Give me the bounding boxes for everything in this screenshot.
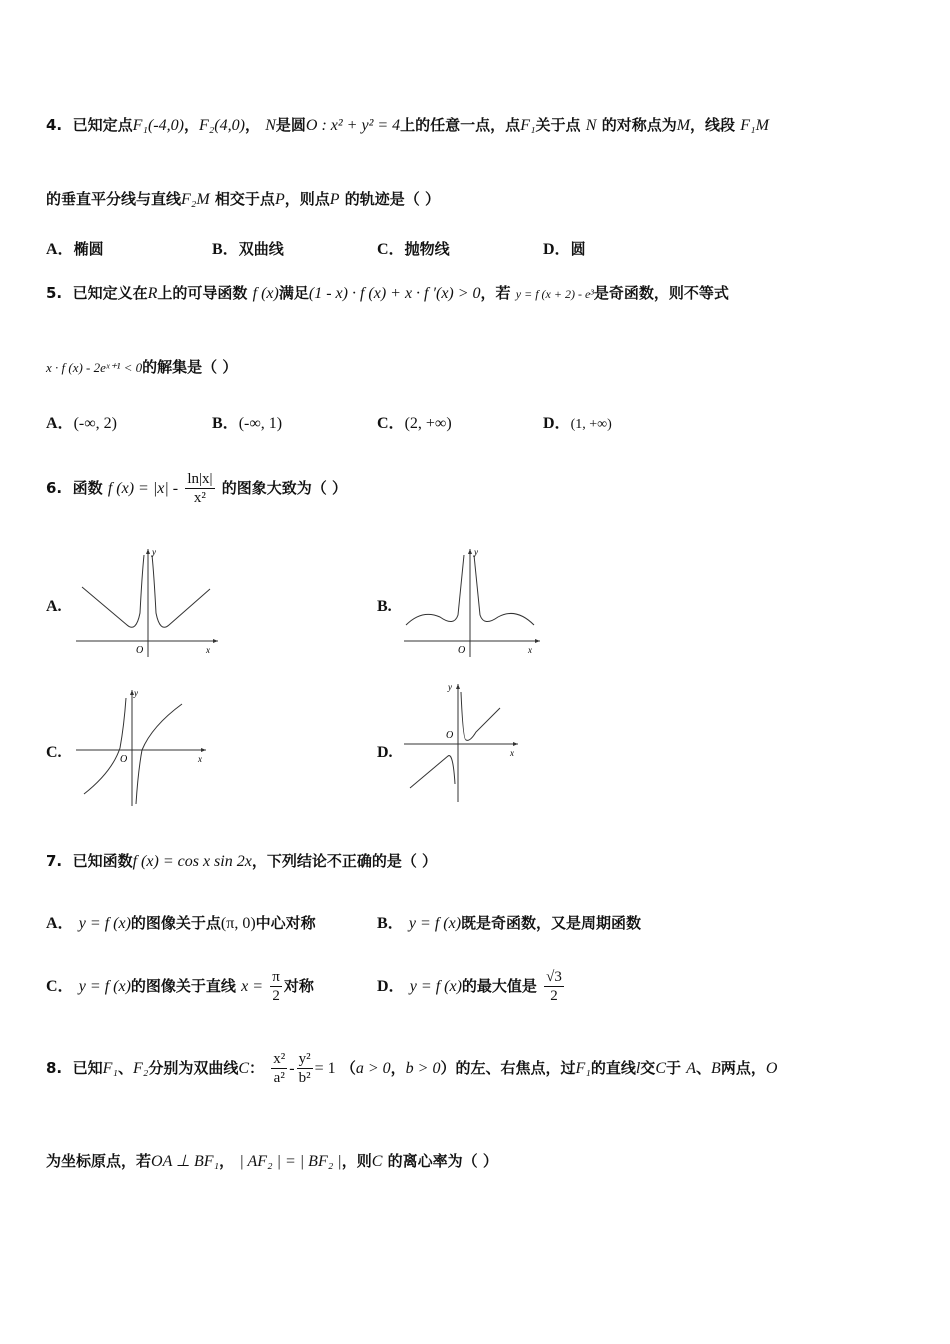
- q5-line2: [46, 356, 237, 377]
- q7-option-c[interactable]: [46, 968, 314, 1005]
- q4-option-b[interactable]: [212, 236, 284, 259]
- origin-label: O: [446, 730, 454, 741]
- math-condition: a > 0: [355, 1060, 391, 1077]
- graph-a-label: A.: [46, 598, 62, 615]
- math-F1: F₁(-4,0): [132, 117, 184, 134]
- q7-line1: [46, 850, 437, 871]
- math-C: C: [371, 1153, 383, 1170]
- option-math: (2, +∞): [404, 415, 452, 432]
- q5-option-d[interactable]: [543, 410, 612, 433]
- option-math: y = f (x): [78, 915, 131, 932]
- y-axis-arrow: [468, 549, 472, 554]
- q5-option-b[interactable]: [212, 410, 282, 433]
- y-axis-label: y: [134, 688, 138, 698]
- q5-text: 满足: [278, 284, 309, 302]
- q4-text: 的轨迹是（ ）: [344, 190, 440, 208]
- q4-option-d[interactable]: [543, 236, 586, 259]
- math-N: N: [265, 117, 276, 134]
- option-math: y = f (x): [408, 915, 462, 932]
- x-axis-label: x: [206, 645, 210, 655]
- math-fx: f (x) = |x| -: [107, 480, 179, 497]
- q5-number: 5.: [46, 284, 63, 302]
- option-text: 圆: [570, 240, 586, 258]
- q6-text: 函数: [72, 479, 103, 497]
- math-B: B: [711, 1060, 721, 1077]
- option-text: 的最大值是: [461, 977, 537, 995]
- math-fx: f (x): [252, 285, 279, 302]
- math-fraction: [185, 470, 214, 507]
- option-label: C．: [46, 978, 74, 995]
- math-abs: | AF₂ | = | BF₂ |: [239, 1153, 342, 1170]
- sep: ，: [219, 1152, 235, 1170]
- math-R: R: [147, 285, 158, 302]
- option-label: B．: [212, 241, 239, 258]
- q4-text: 相交于点: [214, 190, 275, 208]
- option-text: 对称: [283, 977, 314, 995]
- q8-text: 已知: [72, 1059, 103, 1077]
- x-axis-label: x: [198, 754, 202, 764]
- option-label: C．: [377, 415, 405, 432]
- y-axis-arrow: [456, 684, 460, 689]
- x-axis-arrow: [213, 639, 218, 643]
- math-A: A: [686, 1060, 697, 1077]
- option-text: 双曲线: [238, 240, 284, 258]
- q8-text: 两点，: [720, 1059, 766, 1077]
- option-text: 的图像关于直线: [130, 977, 236, 995]
- q4-text: 已知定点: [72, 116, 133, 134]
- x-axis-arrow: [535, 639, 540, 643]
- math-C: C: [238, 1060, 249, 1077]
- math-N: N: [585, 117, 597, 134]
- x-axis-arrow: [201, 748, 206, 752]
- q6-text: 的图象大致为（ ）: [221, 479, 347, 497]
- option-text: 既是奇函数，又是周期函数: [461, 914, 642, 932]
- fraction-numerator: π: [272, 969, 280, 985]
- option-text: 椭圆: [73, 240, 104, 258]
- math-F2M: F₂M: [181, 191, 210, 208]
- q4-line1: [46, 114, 769, 135]
- math-odd-function: y = f (x + 2) - e³: [515, 287, 594, 301]
- origin-label: O: [120, 754, 128, 765]
- sep: ，: [390, 1059, 406, 1077]
- y-axis-label: y: [474, 547, 478, 557]
- option-math: (-∞, 1): [238, 415, 283, 432]
- math-F1: F₁: [520, 117, 536, 134]
- option-text: 的图像关于点: [130, 914, 221, 932]
- q8-text: 的离心率为（ ）: [387, 1152, 498, 1170]
- sep: 、: [696, 1059, 712, 1077]
- math-op: -: [289, 1060, 295, 1077]
- q6-number: 6.: [46, 479, 63, 497]
- q4-option-c[interactable]: [377, 236, 450, 259]
- option-math: (1, +∞): [570, 417, 612, 432]
- math-F2: F₂: [132, 1060, 149, 1077]
- graph-c[interactable]: [72, 686, 212, 811]
- curve-right: [136, 704, 182, 804]
- curve-right: [461, 692, 500, 740]
- option-label: B．: [377, 915, 404, 932]
- q7-option-a[interactable]: [46, 910, 316, 933]
- q4-number: 4.: [46, 116, 63, 134]
- math-P: P: [274, 191, 285, 208]
- option-math: (π, 0): [220, 915, 256, 932]
- x-axis-label: x: [510, 748, 514, 758]
- fraction-numerator: y²: [298, 1051, 311, 1067]
- q8-text: 为坐标原点，若: [46, 1152, 152, 1170]
- math-inequality: x · f (x) - 2eˣ⁺¹ < 0: [46, 360, 143, 375]
- x-axis-arrow: [513, 742, 518, 746]
- q8-text: 于: [665, 1059, 681, 1077]
- y-axis-label: y: [448, 682, 452, 692]
- curve-left: [406, 555, 464, 625]
- sep: ，: [183, 116, 199, 134]
- option-label: B．: [212, 415, 239, 432]
- math-fraction: [544, 968, 564, 1005]
- math-l: l: [635, 1060, 641, 1077]
- curve-right: [152, 555, 210, 627]
- fraction-denominator: x²: [193, 490, 206, 506]
- math-circle: O : x² + y² = 4: [305, 117, 401, 134]
- origin-label: O: [136, 645, 144, 656]
- origin-label: O: [458, 645, 466, 656]
- y-axis-label: y: [152, 547, 156, 557]
- math-op: = 1: [314, 1060, 336, 1077]
- option-label: D．: [377, 978, 405, 995]
- curve-right: [474, 555, 534, 625]
- math-F1: F₁: [102, 1060, 118, 1077]
- q8-line1: [46, 1050, 777, 1087]
- q7-text: 已知函数: [72, 852, 133, 870]
- curve-left: [410, 756, 455, 788]
- q5-text: 的解集是（ ）: [142, 358, 238, 376]
- curve-left: [82, 555, 144, 627]
- sep: ：: [249, 1059, 265, 1077]
- q4-text: 的对称点为: [601, 116, 677, 134]
- graph-d-label: D.: [377, 744, 393, 761]
- q4-text: ，线段: [690, 116, 736, 134]
- fraction-denominator: a²: [273, 1070, 285, 1086]
- sep: （: [340, 1059, 356, 1077]
- graph-a[interactable]: [72, 545, 222, 660]
- q4-text: 上的任意一点，点: [400, 116, 521, 134]
- math-fx: f (x) = cos x sin 2x: [132, 853, 252, 870]
- option-math: y = f (x): [409, 978, 462, 995]
- x-axis-label: x: [528, 645, 532, 655]
- q5-text: 已知定义在: [72, 284, 148, 302]
- math-fraction: [297, 1050, 313, 1087]
- q8-text: 分别为双曲线: [148, 1059, 239, 1077]
- sep: ，: [244, 116, 260, 134]
- option-label: A．: [46, 241, 74, 258]
- fraction-numerator: ln|x|: [187, 471, 213, 487]
- option-math: y = f (x): [78, 978, 131, 995]
- q4-text: 是圆: [275, 116, 306, 134]
- option-text: 中心对称: [255, 914, 316, 932]
- math-fraction: [271, 1050, 287, 1087]
- q5-text: 上的可导函数: [157, 284, 248, 302]
- math-O: O: [765, 1060, 778, 1077]
- fraction-numerator: √3: [546, 969, 562, 985]
- graph-d[interactable]: [400, 680, 525, 805]
- q8-text: ）的左、右焦点，过: [440, 1059, 576, 1077]
- q7-option-b[interactable]: [377, 910, 641, 933]
- option-label: C．: [377, 241, 405, 258]
- graph-c-label: C.: [46, 744, 62, 761]
- q5-line1: [46, 282, 729, 303]
- math-F1: F₁: [575, 1060, 591, 1077]
- q4-option-a[interactable]: [46, 236, 104, 259]
- q8-line2: [46, 1150, 498, 1171]
- q4-text: 的垂直平分线与直线: [46, 190, 182, 208]
- sep: 、: [117, 1059, 133, 1077]
- math-M: M: [676, 117, 691, 134]
- q8-text: ，则: [341, 1152, 372, 1170]
- option-label: A．: [46, 915, 74, 932]
- fraction-denominator: 2: [550, 988, 558, 1004]
- math-perpendicular: OA ⊥ BF₁: [151, 1153, 220, 1170]
- q4-line2: [46, 188, 440, 209]
- math-F1M: F₁M: [740, 117, 769, 134]
- q8-text: 交: [640, 1059, 656, 1077]
- q6-line1: [46, 470, 347, 507]
- q5-text: ，若: [480, 284, 511, 302]
- option-math: (-∞, 2): [73, 415, 117, 432]
- option-label: D．: [543, 415, 571, 432]
- y-axis-arrow: [146, 549, 150, 554]
- math-fraction: [270, 968, 282, 1005]
- option-text: 抛物线: [404, 240, 450, 258]
- math-P: P: [329, 191, 340, 208]
- q7-option-d[interactable]: [377, 968, 566, 1005]
- q5-option-c[interactable]: [377, 410, 452, 433]
- q7-text: ，下列结论不正确的是（ ）: [251, 852, 438, 870]
- graph-b[interactable]: [400, 545, 545, 660]
- q4-text: 关于点: [535, 116, 581, 134]
- q8-number: 8.: [46, 1059, 63, 1077]
- q4-text: ，则点: [284, 190, 330, 208]
- fraction-numerator: x²: [273, 1051, 286, 1067]
- q5-text: 是奇函数，则不等式: [593, 284, 729, 302]
- curve-left: [84, 698, 126, 794]
- graph-b-label: B.: [377, 598, 392, 615]
- math-C: C: [655, 1060, 666, 1077]
- q7-number: 7.: [46, 852, 63, 870]
- math-F2: F₂(4,0): [198, 117, 245, 134]
- q5-option-a[interactable]: [46, 410, 117, 433]
- math-condition: (1 - x) · f (x) + x · f ′(x) > 0: [308, 285, 481, 302]
- fraction-denominator: 2: [272, 988, 280, 1004]
- fraction-denominator: b²: [298, 1070, 311, 1086]
- option-math: x =: [241, 978, 264, 995]
- q8-text: 的直线: [590, 1059, 636, 1077]
- math-condition: b > 0: [405, 1060, 441, 1077]
- option-label: A．: [46, 415, 74, 432]
- option-label: D．: [543, 241, 571, 258]
